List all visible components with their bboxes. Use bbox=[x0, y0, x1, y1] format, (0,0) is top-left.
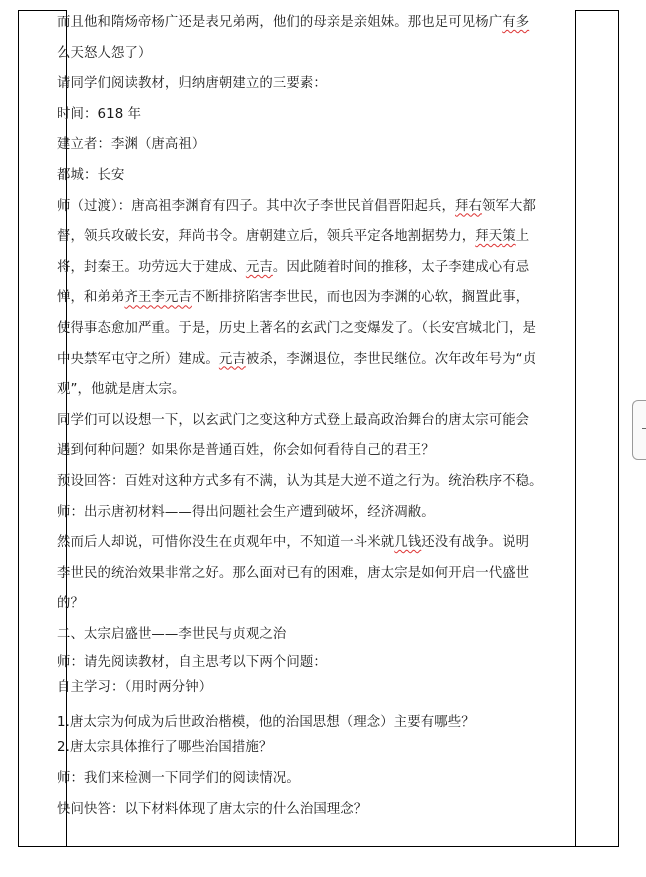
collapse-icon bbox=[642, 428, 646, 429]
spellcheck-flagged-text: 策 bbox=[502, 229, 516, 245]
text-line bbox=[57, 39, 555, 70]
text-segment: 1.唐太宗为何成为后世政治楷模，他的治国思想（理念）主要有哪些？ bbox=[57, 715, 475, 731]
spellcheck-flagged-text: 元吉 bbox=[245, 259, 273, 275]
text-line bbox=[57, 589, 555, 620]
text-segment: 师：出示唐初材料——得出问题社会生产遭到破坏，经济凋敝。 bbox=[57, 504, 435, 520]
table-border-column bbox=[575, 10, 576, 847]
text-line bbox=[57, 69, 555, 100]
text-line bbox=[57, 100, 555, 131]
text-segment: 还没有战争。说明 bbox=[421, 535, 530, 551]
text-line bbox=[57, 283, 555, 314]
text-segment: 然而后人却说，可惜你没生在贞观年中，不知道一斗米就 bbox=[57, 535, 395, 551]
text-line bbox=[57, 559, 555, 590]
text-segment: 惮，和弟弟 bbox=[57, 290, 125, 306]
text-line bbox=[57, 161, 555, 192]
lesson-text-cell[interactable] bbox=[57, 8, 555, 826]
spellcheck-flagged-text: 拜天 bbox=[475, 229, 503, 245]
text-line bbox=[57, 467, 555, 498]
text-segment: 被杀，李渊退位，李世民继位。次年改年号为“贞 bbox=[245, 351, 537, 367]
spellcheck-flagged-text: 元吉 bbox=[218, 351, 246, 367]
spellcheck-flagged-text: 几钱 bbox=[394, 535, 422, 551]
text-segment: 李世民的统治效果非常之好。那么面对已有的困难，唐太宗是如何开启一代盛世 bbox=[57, 565, 530, 581]
text-line bbox=[57, 222, 555, 253]
text-segment: 都城：长安 bbox=[57, 167, 125, 183]
text-segment: 请同学们阅读教材，归纳唐朝建立的三要素： bbox=[57, 76, 327, 92]
side-panel-tab[interactable] bbox=[632, 400, 646, 460]
text-line bbox=[57, 436, 555, 467]
text-line bbox=[57, 314, 555, 345]
text-segment: 同学们可以设想一下，以玄武门之变这种方式登上最高政治舞台的唐太宗可能会 bbox=[57, 412, 530, 428]
text-line bbox=[57, 675, 555, 700]
text-line bbox=[57, 710, 555, 735]
text-line bbox=[57, 620, 555, 651]
spellcheck-flagged-text: 拜右 bbox=[455, 198, 483, 214]
text-segment: 建立者：李渊（唐高祖） bbox=[57, 137, 206, 153]
text-segment: 快问快答：以下材料体现了唐太宗的什么治国理念？ bbox=[57, 802, 368, 818]
text-segment: 。因此随着时间的推移，太子李建成心有忌 bbox=[272, 259, 530, 275]
text-segment: 时间：618 年 bbox=[57, 106, 142, 122]
text-line bbox=[57, 764, 555, 795]
text-segment: 二、太宗启盛世——李世民与贞观之治 bbox=[57, 626, 287, 642]
text-segment: 观”，他就是唐太宗。 bbox=[57, 382, 186, 398]
text-segment: 上 bbox=[515, 229, 530, 245]
table-border-left bbox=[18, 10, 19, 847]
text-line bbox=[57, 192, 555, 223]
text-line bbox=[57, 8, 555, 39]
text-segment: 自主学习：（用时两分钟） bbox=[57, 680, 213, 696]
text-segment: 预设回答：百姓对这种方式多有不满，认为其是大逆不道之行为。统治秩序不稳。 bbox=[57, 473, 543, 489]
text-segment: 师：我们来检测一下同学们的阅读情况。 bbox=[57, 771, 300, 787]
text-segment: 遇到何种问题？如果你是普通百姓，你会如何看待自己的君王？ bbox=[57, 443, 435, 459]
text-segment: 而且他和隋炀帝杨广还是表兄弟两，他们的母亲是亲姐妹。那也足可见杨广 bbox=[57, 15, 503, 30]
table-border-bottom bbox=[18, 846, 619, 847]
text-line bbox=[57, 498, 555, 529]
spellcheck-flagged-text: 齐王李元吉 bbox=[124, 290, 192, 306]
text-line bbox=[57, 735, 555, 760]
table-border-top bbox=[575, 10, 619, 11]
text-segment: 师（过渡）：唐高祖李渊育有四子。其中次子李世民首倡晋阳起兵， bbox=[57, 198, 456, 214]
text-segment: 2.唐太宗具体推行了哪些治国措施？ bbox=[57, 740, 273, 756]
text-segment: 使得事态愈加严重。于是，历史上著名的玄武门之变爆发了。（长安宫城北门，是 bbox=[57, 320, 536, 336]
text-line bbox=[57, 528, 555, 559]
text-segment: 中央禁军屯守之所）建成。 bbox=[57, 351, 219, 367]
table-border-right bbox=[618, 10, 619, 847]
text-segment: 督，领兵攻破长安，拜尚书令。唐朝建立后，领兵平定各地割据势力， bbox=[57, 229, 476, 245]
text-segment: 不断排挤陷害李世民，而也因为李渊的心软，搁置此事， bbox=[191, 290, 530, 306]
text-line bbox=[57, 345, 555, 376]
text-line bbox=[57, 375, 555, 406]
text-segment: 领军大都 bbox=[482, 198, 536, 214]
text-line bbox=[57, 795, 555, 826]
text-line bbox=[57, 130, 555, 161]
text-line bbox=[57, 406, 555, 437]
text-line bbox=[57, 253, 555, 284]
spellcheck-flagged-text: 有多 bbox=[502, 15, 530, 30]
text-segment: 师：请先阅读教材，自主思考以下两个问题： bbox=[57, 655, 327, 671]
text-segment: 么天怒人怨了） bbox=[57, 45, 152, 61]
text-segment: 将，封秦王。功劳远大于建成、 bbox=[57, 259, 246, 275]
text-line bbox=[57, 650, 555, 675]
text-segment: 的？ bbox=[57, 596, 84, 612]
